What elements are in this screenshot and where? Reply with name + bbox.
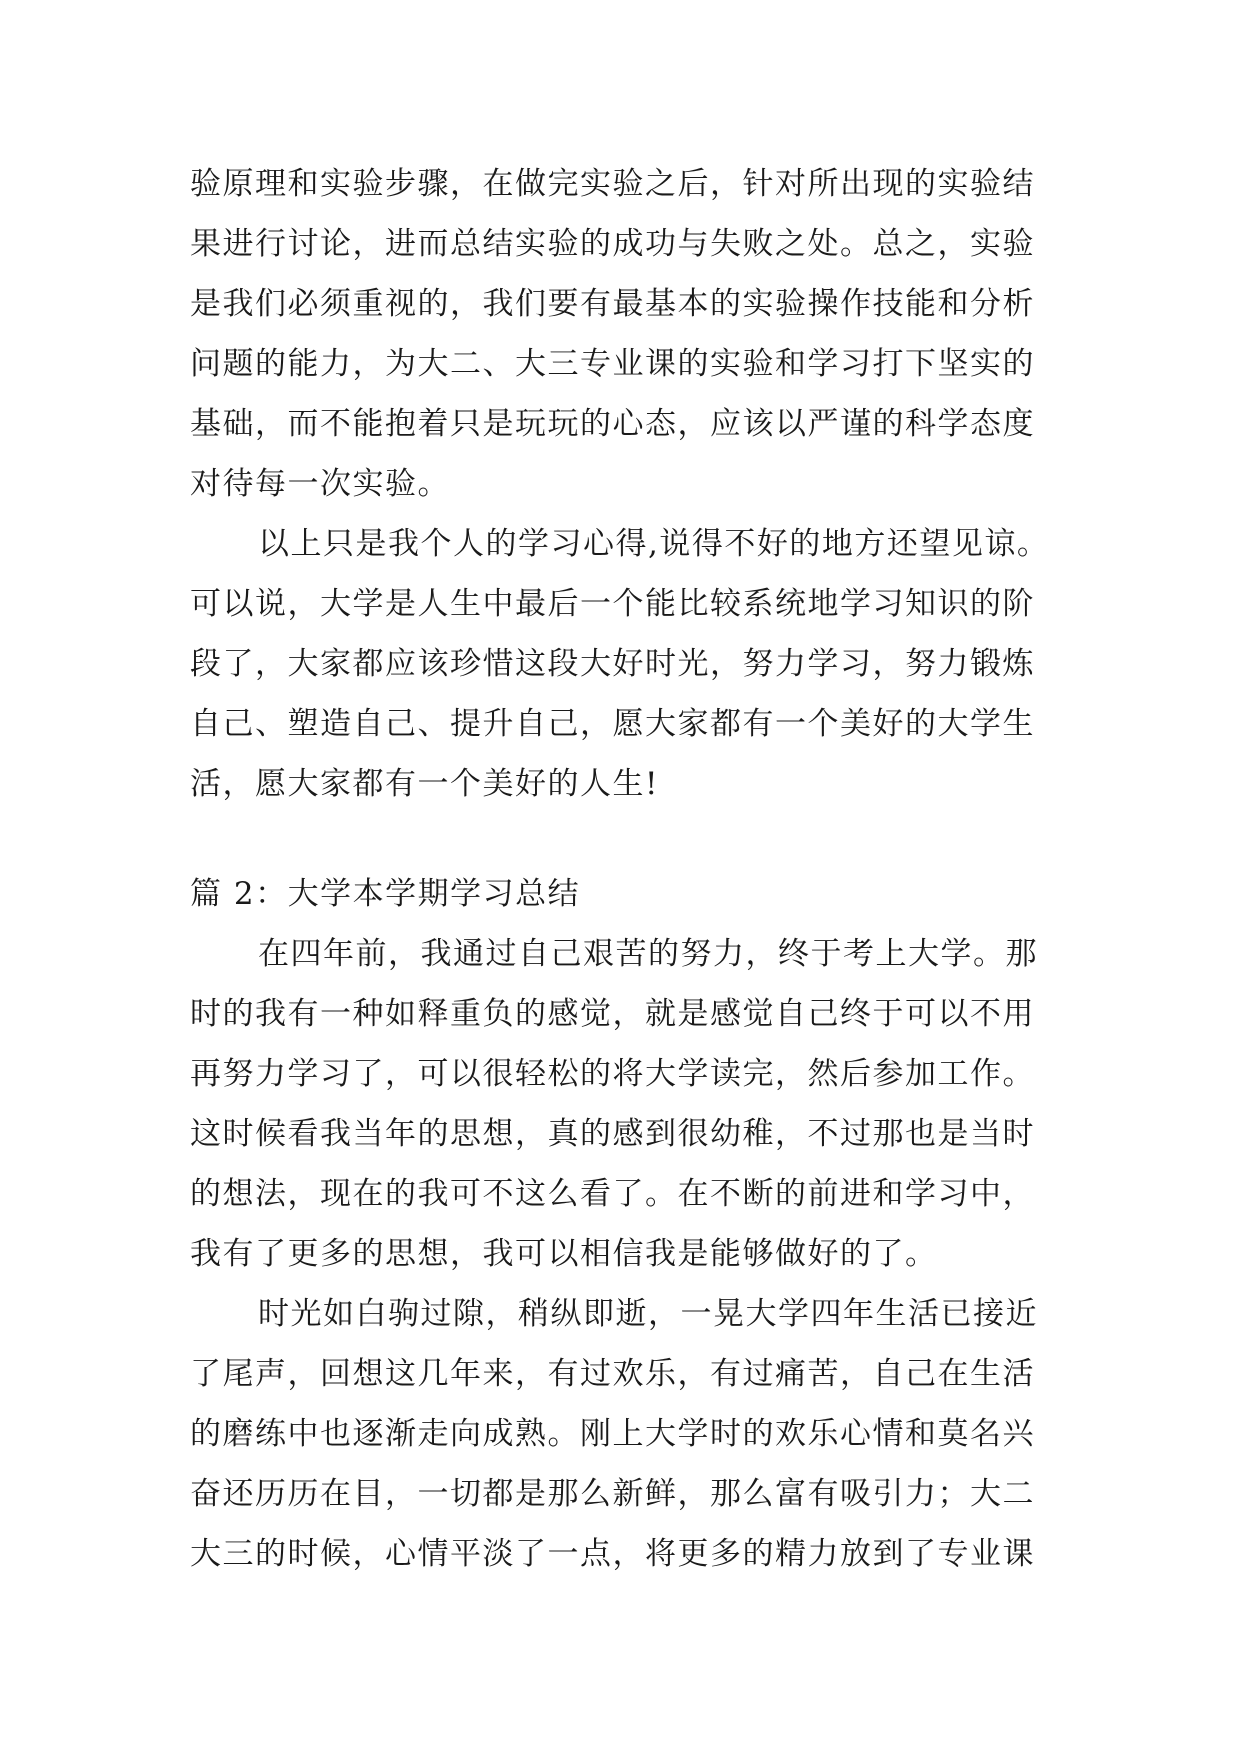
paragraph-line: 的磨练中也逐渐走向成熟。刚上大学时的欢乐心情和莫名兴 — [190, 1416, 1035, 1452]
paragraph-line: 时光如白驹过隙，稍纵即逝，一晃大学四年生活已接近 — [258, 1296, 1038, 1332]
paragraph-line: 这时候看我当年的思想，真的感到很幼稚，不过那也是当时 — [190, 1116, 1035, 1152]
paragraph-line: 段了，大家都应该珍惜这段大好时光，努力学习，努力锻炼 — [190, 646, 1035, 682]
paragraph-line: 的想法，现在的我可不这么看了。在不断的前进和学习中， — [190, 1176, 1035, 1212]
section-heading: 篇 2：大学本学期学习总结 — [190, 876, 581, 912]
paragraph-line: 对待每一次实验。 — [190, 466, 450, 502]
paragraph-line: 大三的时候，心情平淡了一点，将更多的精力放到了专业课 — [190, 1536, 1035, 1572]
paragraph-line: 了尾声，回想这几年来，有过欢乐，有过痛苦，自己在生活 — [190, 1356, 1035, 1392]
paragraph-line: 可以说，大学是人生中最后一个能比较系统地学习知识的阶 — [190, 586, 1035, 622]
paragraph-line: 自己、塑造自己、提升自己，愿大家都有一个美好的大学生 — [190, 706, 1035, 742]
paragraph-line: 时的我有一种如释重负的感觉，就是感觉自己终于可以不用 — [190, 996, 1035, 1032]
paragraph-line: 我有了更多的思想，我可以相信我是能够做好的了。 — [190, 1236, 938, 1272]
paragraph-line: 果进行讨论，进而总结实验的成功与失败之处。总之，实验 — [190, 226, 1035, 262]
paragraph-line: 基础，而不能抱着只是玩玩的心态，应该以严谨的科学态度 — [190, 406, 1035, 442]
paragraph-line: 以上只是我个人的学习心得,说得不好的地方还望见谅。 — [258, 526, 1050, 562]
paragraph-line: 再努力学习了，可以很轻松的将大学读完，然后参加工作。 — [190, 1056, 1035, 1092]
paragraph-line: 是我们必须重视的，我们要有最基本的实验操作技能和分析 — [190, 286, 1035, 322]
paragraph-line: 问题的能力，为大二、大三专业课的实验和学习打下坚实的 — [190, 346, 1035, 382]
paragraph-line: 奋还历历在目，一切都是那么新鲜，那么富有吸引力；大二 — [190, 1476, 1035, 1512]
paragraph-line: 在四年前，我通过自己艰苦的努力，终于考上大学。那 — [258, 936, 1038, 972]
paragraph-line: 验原理和实验步骤，在做完实验之后，针对所出现的实验结 — [190, 166, 1035, 202]
paragraph-line: 活，愿大家都有一个美好的人生! — [190, 766, 659, 802]
